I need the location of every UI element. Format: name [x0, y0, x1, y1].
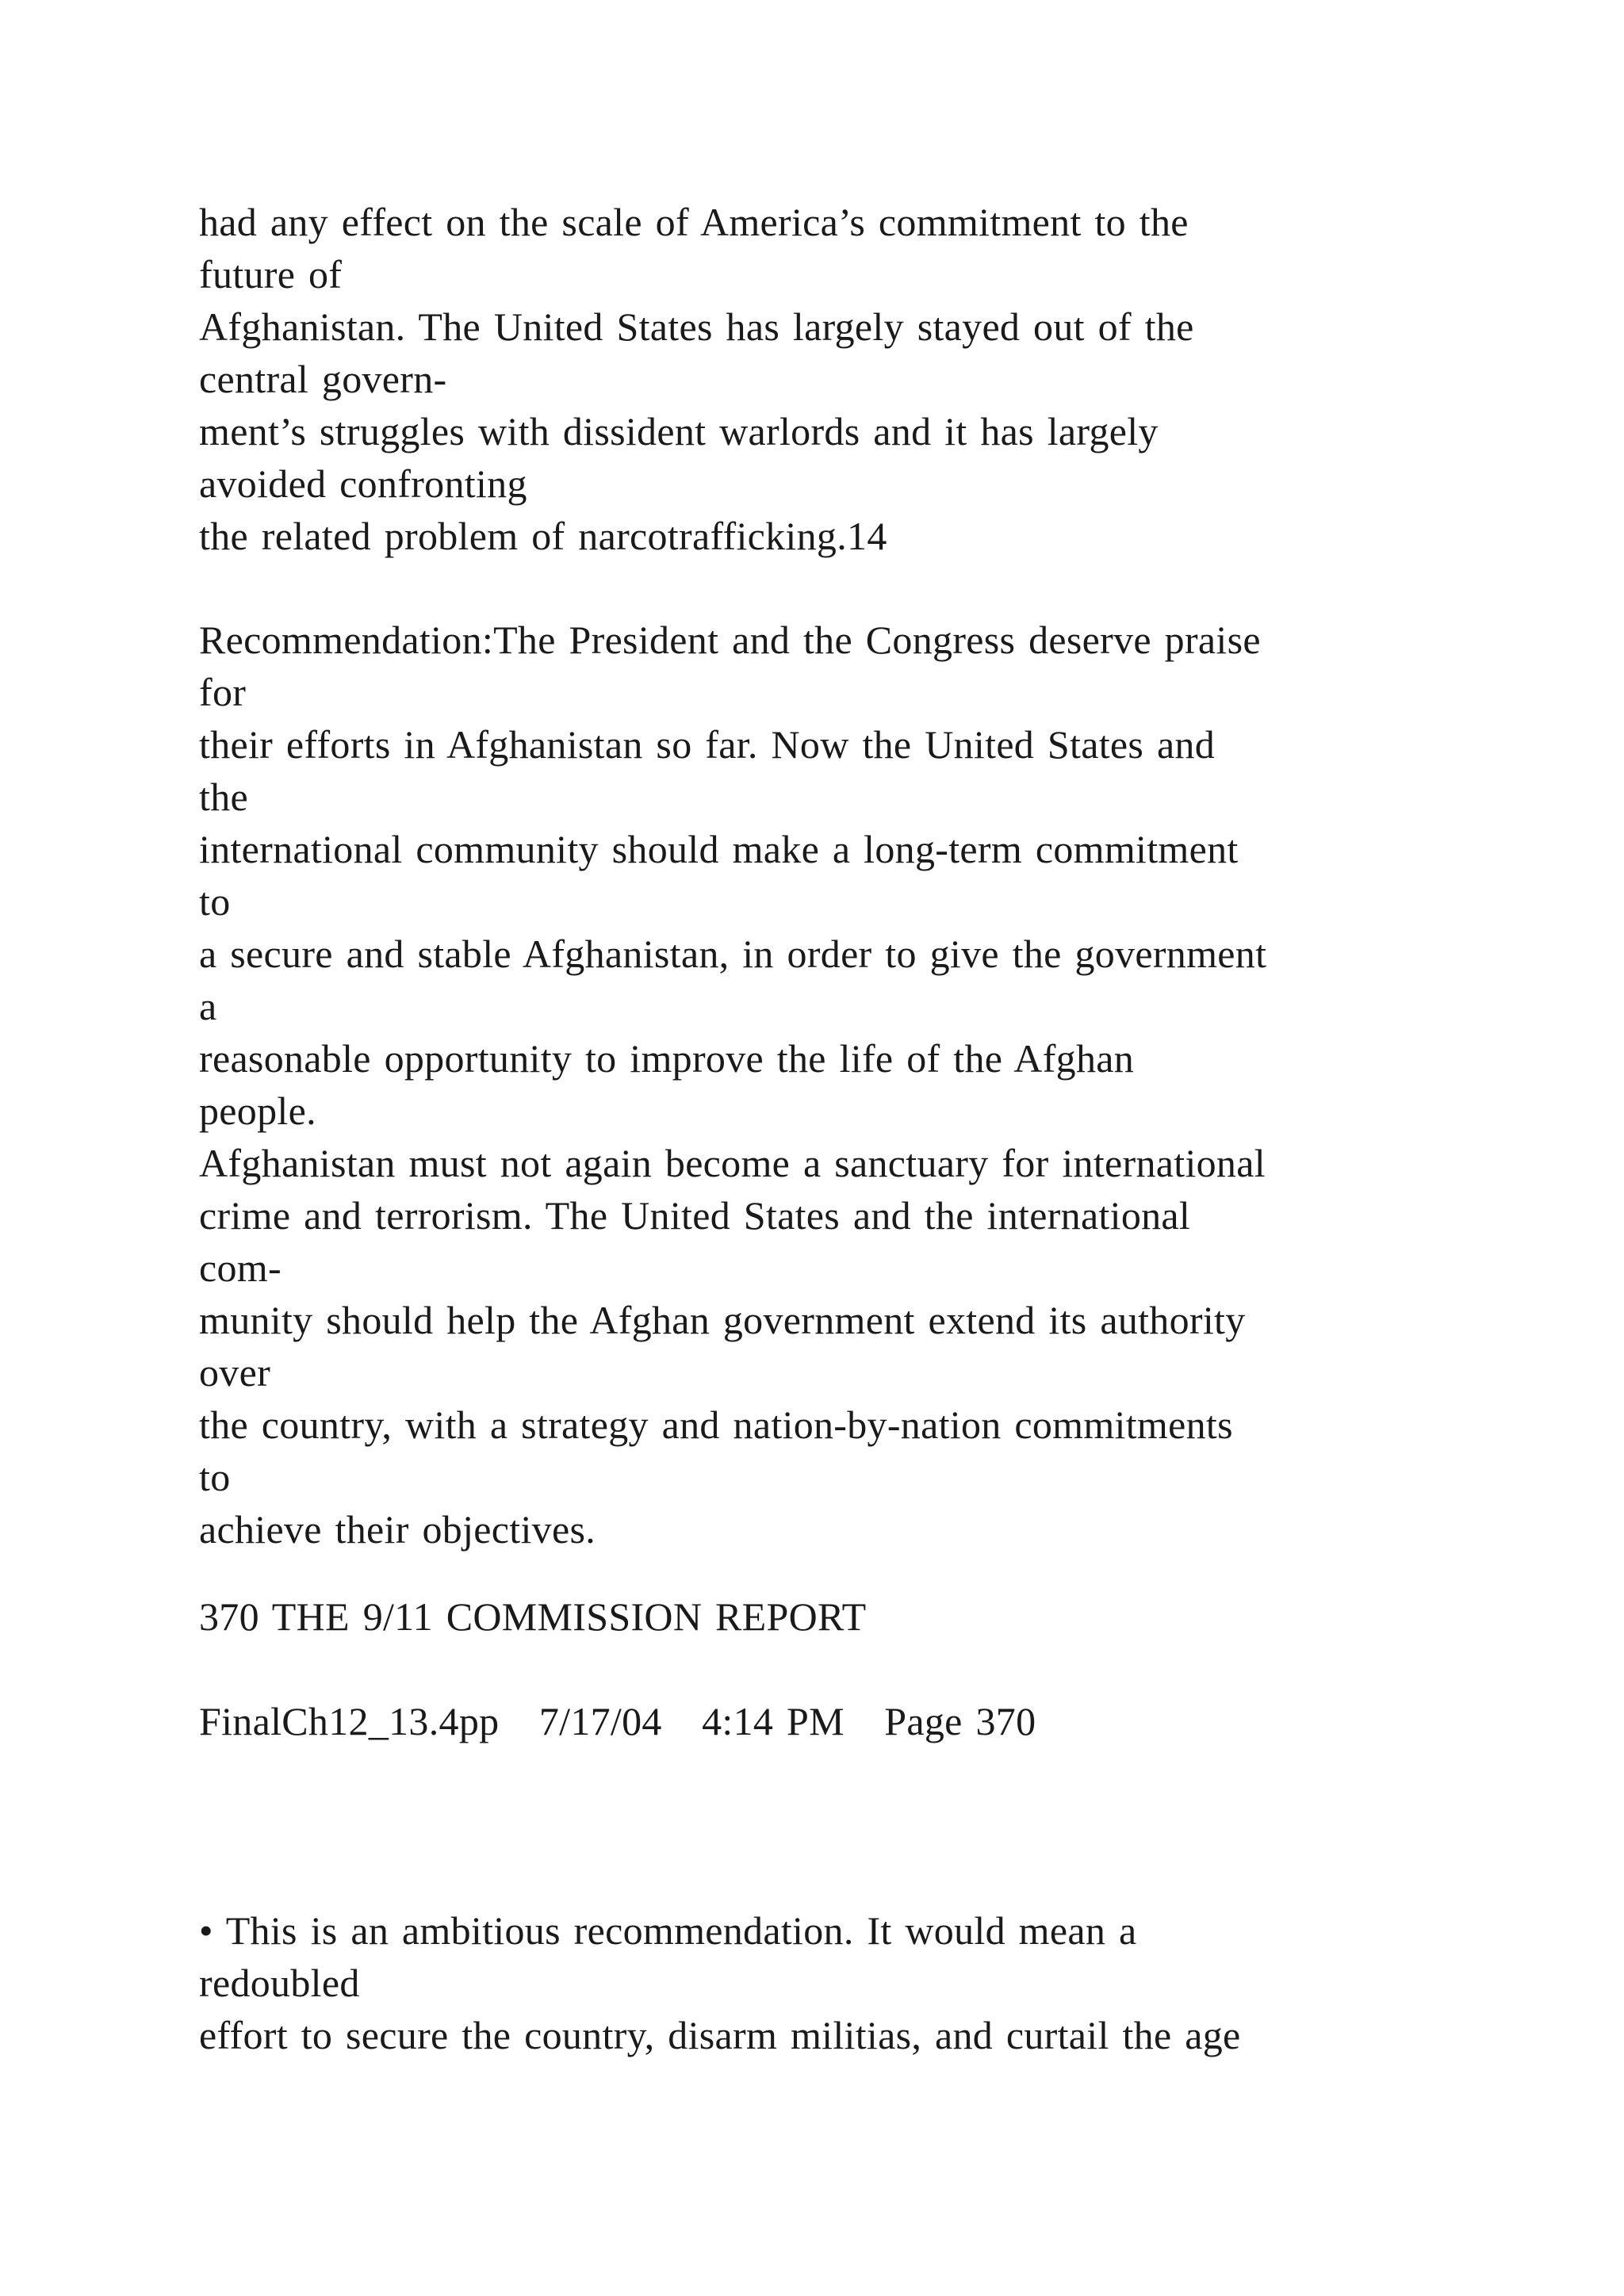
text-line: future of — [199, 252, 343, 297]
page-footer — [199, 1590, 867, 1643]
text-line: had any effect on the scale of America’s commitment to the — [199, 200, 1189, 244]
text-line: the — [199, 775, 248, 819]
text-line: Recommendation:The President and the Congress deserve praise — [199, 618, 1261, 662]
text-line: achieve their objectives. — [199, 1507, 596, 1552]
text-line: international community should make a long-term commitment — [199, 827, 1239, 871]
text-line: a secure and stable Afghanistan, in order to give the government — [199, 932, 1267, 976]
page-footer-text: 370 THE 9/11 COMMISSION REPORT — [199, 1594, 867, 1639]
text-line: effort to secure the country, disarm militias, and curtail the age — [199, 2013, 1241, 2057]
file-info — [199, 1695, 1036, 1747]
recommendation-paragraph — [199, 614, 1266, 1556]
text-line: the country, with a strategy and nation-by-nation commitments — [199, 1402, 1233, 1447]
paragraph-afghanistan-commitment — [199, 196, 1194, 562]
text-line: redoubled — [199, 1961, 360, 2005]
text-line: • This is an ambitious recommendation. It would mean a — [199, 1908, 1137, 1953]
text-line: ment’s struggles with dissident warlords and it has largely — [199, 409, 1159, 453]
text-line: central govern- — [199, 357, 447, 401]
text-line: their efforts in Afghanistan so far. Now the United States and — [199, 722, 1216, 767]
text-line: reasonable opportunity to improve the life of the Afghan — [199, 1036, 1135, 1081]
text-line: for — [199, 670, 247, 714]
file-info-text: FinalCh12_13.4pp 7/17/04 4:14 PM Page 370 — [199, 1699, 1036, 1743]
text-line: avoided confronting — [199, 461, 527, 506]
bullet-paragraph — [199, 1904, 1241, 2061]
text-line: com- — [199, 1246, 282, 1290]
text-line: people. — [199, 1089, 316, 1133]
text-line: the related problem of narcotrafficking.14 — [199, 514, 887, 558]
text-line: Afghanistan must not again become a sanctuary for international — [199, 1141, 1266, 1185]
text-line: over — [199, 1350, 271, 1395]
text-line: Afghanistan. The United States has largely stayed out of the — [199, 304, 1194, 349]
text-line: a — [199, 984, 217, 1028]
text-line: to — [199, 879, 231, 924]
text-line: to — [199, 1455, 231, 1499]
text-line: munity should help the Afghan government extend its authority — [199, 1298, 1246, 1342]
text-line: crime and terrorism. The United States and the international — [199, 1193, 1191, 1238]
